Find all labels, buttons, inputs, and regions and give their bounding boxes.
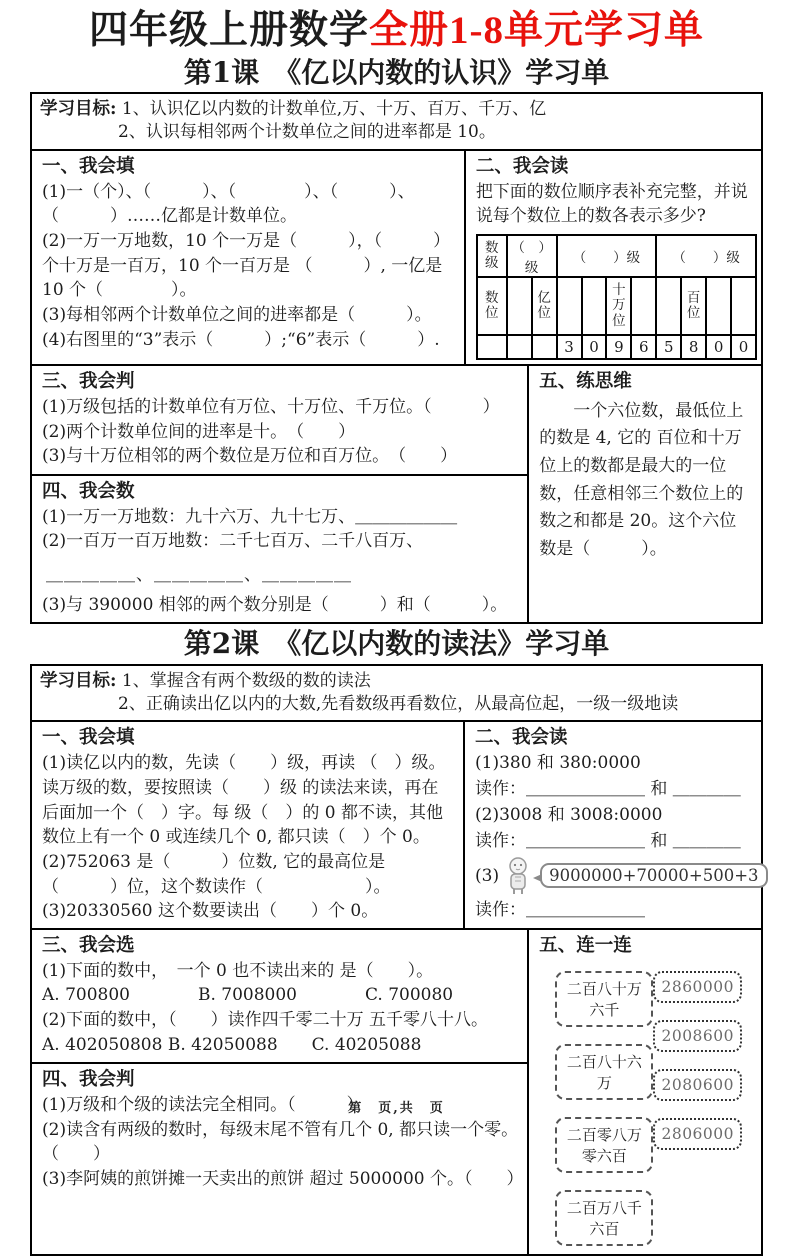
table-cell [507,277,532,335]
match-name-box[interactable]: 二百万八千六百 [555,1190,653,1246]
judge-item: (2)两个计数单位间的进率是十。 （ ） [42,421,356,442]
table-cell [557,277,582,335]
read-answer-blank: 读作：＿＿＿＿＿＿＿ 和 ＿＿＿＿ [475,830,741,851]
item3-number: (3) [475,865,500,886]
read-intro: 把下面的数位顺序表补充完整，并说说每个数位上的数各表示多少? [475,181,748,227]
table-cell [731,277,756,335]
table-cell [532,335,557,359]
lesson1-goals [32,94,761,151]
read-answer-blank: 读作：＿＿＿＿＿＿＿ [475,899,645,920]
match-name-box[interactable]: 二百八十六万 [555,1044,653,1100]
match-name-box[interactable]: 二百八十万六千 [555,971,653,1027]
lesson2-section-judge [32,1064,527,1196]
page-title-black: 四年级上册数学 [88,9,369,52]
table-cell [606,277,631,335]
place-cell: 亿位 [537,289,551,322]
judge-item: (3)李阿姨的煎饼摊一天卖出的煎饼 超过 5000000 个。（ ） [42,1169,524,1190]
lesson2-row-top [32,722,761,929]
place-cell: 十万位 [612,281,626,329]
choose-item: (2)下面的数中，（ ）读作四千零二十万 五千零八十八。 [42,1009,488,1030]
table-cell [477,335,507,359]
section-title: 四、我会判 [42,1069,135,1091]
lesson2-section-choose [32,930,527,1064]
lesson2-goal-line2: 2、正确读出亿以内的大数,先看数级再看数位，从最高位起，一级一级地读 [118,693,679,714]
lesson2-sheet [30,664,763,1256]
lesson1-row-top [32,151,761,366]
judge-item: (1)万级和个级的读法完全相同。（ ） [42,1095,364,1116]
section-title: 五、练思维 [539,371,632,393]
table-cell [582,277,607,335]
table-row-places [477,277,756,335]
lesson2-goals [32,666,761,723]
page-title-red: 全册1-8单元学习单 [369,9,704,52]
fill-item: (1)读亿以内的数，先读（ ）级，再读 （ ）级。读万级的数，要按照读（ ）级 的读法来读，再在后面加一个（ ）字。每 级（ ）的 0 都不读，其他数位上有一个 0 或连续几个 0, 都只读（ ）个 0。 [42,753,446,848]
judge-item: (1)万级包括的计数单位有万位、十万位、千万位。（ ） [42,396,500,417]
read-item3-row [475,857,759,895]
table-cell [656,277,681,335]
count-item: (2)一百万一百万地数：二千七百万、二千八百万、 [42,531,424,552]
match-number-box[interactable]: 2080600 [653,1069,742,1101]
lesson1-section-think [529,366,761,622]
table-cell [507,335,532,359]
lesson2-section-fill [32,722,465,927]
judge-item: (3)与十万位相邻的两个数位是万位和百万位。 （ ） [42,446,458,467]
level-row-label: 数级 [485,239,499,272]
lesson2-bottom-left [32,930,529,1254]
place-row-label: 数位 [485,289,499,322]
read-answer-blank: 读作：＿＿＿＿＿＿＿ 和 ＿＿＿＿ [475,779,741,800]
table-cell: 6 [631,335,656,359]
fill-item: (2)752063 是（ ）位数, 它的最高位是 （ ）位，这个数读作（ ）。 [42,851,391,897]
fill-item: (3)20330560 这个数要读出（ ）个 0。 [42,901,379,922]
lesson1-section-read [466,151,761,364]
goal-text: 1、掌握含有两个数级的数的读法 [121,670,371,691]
table-cell: 0 [731,335,756,359]
lesson1-goal-line2: 2、认识每相邻两个计数单位之间的进率都是 10。 [118,122,496,143]
think-text: 一个六位数，最低位上的数是 4, 它的 百位和十万位上的数都是最大的一位数，任意相邻三个数位上的数之和都是 20。这个六位数是（ ）。 [539,400,744,559]
lesson1-section-fill [32,151,466,364]
section-title: 一、我会填 [42,727,135,749]
count-item-blanks: ＿＿＿＿＿、＿＿＿＿＿、＿＿＿＿＿ [46,565,352,586]
table-cell [706,277,731,335]
table-cell: 0 [582,335,607,359]
table-row-levels [477,235,756,277]
read-item: (2)3008 和 3008:0000 [475,804,663,825]
page-footer: 第 页,共 页 [348,1101,445,1116]
table-cell [631,277,656,335]
speech-bubble: 9000000+70000+500+3 [540,863,767,888]
count-item: (1)一万一万地数：九十六万、九十七万、＿＿＿＿＿＿ [42,506,458,527]
table-cell [532,277,557,335]
section-title: 四、我会数 [42,480,135,502]
lesson1-sheet [30,92,763,624]
fill-item: (3)每相邻两个计数单位之间的进率都是（ ）。 [42,304,432,325]
lesson2-goal-line1 [40,669,753,693]
table-cell: （ ）级 [656,235,756,277]
lesson2-section-read [465,722,761,927]
table-cell: （ ）级 [507,235,557,277]
match-number-box[interactable]: 2860000 [653,971,742,1003]
table-row-digits [477,335,756,359]
section-title: 三、我会选 [42,934,135,956]
section-title: 二、我会读 [475,727,568,749]
table-cell: 8 [681,335,706,359]
choose-options: A. 402050808 B. 42050088 C. 40205088 [42,1034,422,1055]
mascot-icon [505,857,531,895]
lesson2-section-match [529,930,761,1254]
choose-item: (1)下面的数中， 一个 0 也不读出来的 是（ ）。 [42,960,434,981]
lesson1-bottom-left [32,366,529,622]
section-title: 二、我会读 [475,155,569,177]
read-item: (1)380 和 380:0000 [475,753,641,774]
fill-item: (2)一万一万地数，10 个一万是（ ），（ ）个十万是一百万，10 个一百万是 （ ）, 一亿是 10 个（ ）。 [42,231,451,301]
table-cell: 9 [606,335,631,359]
lesson1-goal-line1 [40,97,753,121]
match-number-box[interactable]: 2806000 [653,1118,742,1150]
goals-label: 学习目标: [40,98,117,119]
count-item: (3)与 390000 相邻的两个数分别是（ ）和（ ）。 [42,594,508,615]
lesson1-section-count [32,476,527,622]
place-value-table [476,234,757,360]
match-number-box[interactable]: 2008600 [653,1020,742,1052]
lesson2-subtitle: 第2课 《亿以内数的读法》学习单 [183,627,610,661]
table-cell [477,235,507,277]
table-cell: （ ）级 [557,235,657,277]
table-cell: 5 [656,335,681,359]
lesson1-section-judge [32,366,527,476]
place-cell: 百位 [686,289,701,322]
table-cell: 0 [706,335,731,359]
lesson1-row-bottom [32,366,761,622]
section-title: 五、连一连 [539,934,632,956]
table-cell [681,277,706,335]
section-title: 三、我会判 [42,371,135,393]
table-cell [477,277,507,335]
match-name-box[interactable]: 二百零八万零六百 [555,1117,653,1173]
section-title: 一、我会填 [42,155,135,177]
lesson1-subtitle: 第1课 《亿以内数的认识》学习单 [183,55,610,89]
fill-item: (4)右图里的“3”表示（ ）;“6”表示（ ）. [42,329,440,350]
lesson2-row-bottom [32,930,761,1254]
table-cell: 3 [557,335,582,359]
judge-item: (2)读含有两级的数时，每级末尾不管有几个 0, 都只读一个零。（ ） [42,1119,519,1165]
goal-text: 1、认识亿以内数的计数单位,万、十万、百万、千万、亿 [121,98,547,119]
fill-item: (1)一（个）、（ ）、（ ）、（ ）、（ ）……亿都是计数单位。 [42,181,415,227]
page-title [0,8,793,55]
goals-label: 学习目标: [40,670,117,691]
choose-options: A. 700800 B. 7008000 C. 700080 [42,985,454,1006]
